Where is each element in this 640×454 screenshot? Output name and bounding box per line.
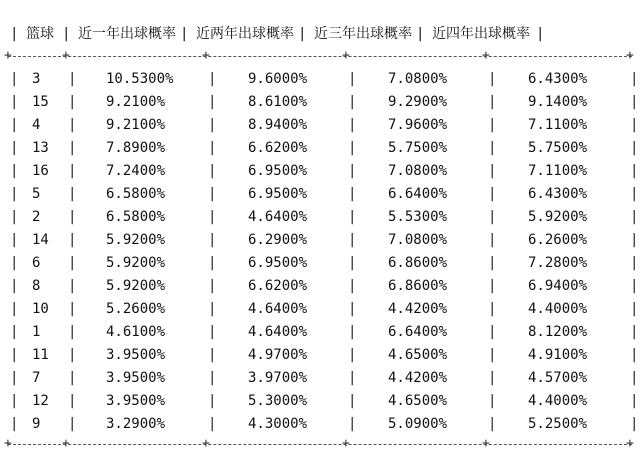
row-pipe: | (10, 117, 19, 133)
row-pipe: | (68, 117, 77, 133)
table-row (0, 206, 640, 229)
row-pipe: | (630, 232, 639, 248)
cell-three-year-rate: 7.0800% (388, 71, 448, 87)
row-pipe: | (208, 347, 217, 363)
row-pipe: | (208, 186, 217, 202)
header-basketball: 篮球 (26, 26, 54, 42)
row-pipe: | (488, 140, 497, 156)
row-pipe: | (488, 301, 497, 317)
row-pipe: | (208, 370, 217, 386)
row-pipe: | (10, 163, 19, 179)
cell-one-year-rate: 5.9200% (106, 255, 166, 271)
cell-ball-number: 14 (32, 232, 49, 248)
row-pipe: | (630, 71, 639, 87)
row-pipe: | (10, 94, 19, 110)
cell-two-year-rate: 6.6200% (248, 140, 308, 156)
cell-two-year-rate: 6.9500% (248, 255, 308, 271)
cell-four-year-rate: 6.4300% (528, 186, 588, 202)
cell-one-year-rate: 9.2100% (106, 117, 166, 133)
cell-four-year-rate: 6.2600% (528, 232, 588, 248)
row-pipe: | (10, 140, 19, 156)
row-pipe: | (348, 71, 357, 87)
cell-two-year-rate: 8.6100% (248, 94, 308, 110)
row-pipe: | (348, 393, 357, 409)
cell-four-year-rate: 7.2800% (528, 255, 588, 271)
header-pipe: | (536, 26, 545, 42)
row-pipe: | (488, 163, 497, 179)
cell-three-year-rate: 6.8600% (388, 255, 448, 271)
cell-three-year-rate: 4.6500% (388, 347, 448, 363)
row-pipe: | (488, 324, 497, 340)
cell-two-year-rate: 6.2900% (248, 232, 308, 248)
cell-ball-number: 12 (32, 393, 49, 409)
separator-corner: + (202, 48, 210, 63)
row-pipe: | (348, 232, 357, 248)
row-pipe: | (68, 232, 77, 248)
separator-corner: + (62, 436, 70, 451)
cell-three-year-rate: 4.6500% (388, 393, 448, 409)
row-pipe: | (630, 347, 639, 363)
table-row (0, 68, 640, 91)
row-pipe: | (68, 370, 77, 386)
cell-four-year-rate: 6.4300% (528, 71, 588, 87)
row-pipe: | (68, 324, 77, 340)
cell-three-year-rate: 5.7500% (388, 140, 448, 156)
separator-corner: + (626, 48, 634, 63)
cell-ball-number: 5 (32, 186, 41, 202)
cell-two-year-rate: 6.9500% (248, 186, 308, 202)
row-pipe: | (488, 94, 497, 110)
cell-one-year-rate: 4.6100% (106, 324, 166, 340)
row-pipe: | (208, 255, 217, 271)
row-pipe: | (348, 255, 357, 271)
cell-two-year-rate: 4.6400% (248, 301, 308, 317)
header-pipe: | (298, 26, 307, 42)
row-pipe: | (208, 278, 217, 294)
table-row (0, 275, 640, 298)
cell-one-year-rate: 3.9500% (106, 370, 166, 386)
cell-one-year-rate: 6.5800% (106, 186, 166, 202)
table-separator-top (4, 48, 634, 63)
cell-ball-number: 6 (32, 255, 41, 271)
row-pipe: | (488, 255, 497, 271)
row-pipe: | (630, 117, 639, 133)
cell-ball-number: 10 (32, 301, 49, 317)
table-row (0, 229, 640, 252)
table-row (0, 390, 640, 413)
row-pipe: | (10, 301, 19, 317)
cell-four-year-rate: 4.4000% (528, 301, 588, 317)
row-pipe: | (488, 278, 497, 294)
separator-corner: + (4, 48, 12, 63)
row-pipe: | (348, 324, 357, 340)
cell-two-year-rate: 6.6200% (248, 278, 308, 294)
row-pipe: | (488, 186, 497, 202)
cell-two-year-rate: 9.6000% (248, 71, 308, 87)
row-pipe: | (348, 301, 357, 317)
row-pipe: | (68, 163, 77, 179)
cell-two-year-rate: 4.6400% (248, 209, 308, 225)
table-row (0, 91, 640, 114)
cell-ball-number: 2 (32, 209, 41, 225)
row-pipe: | (10, 370, 19, 386)
cell-four-year-rate: 5.9200% (528, 209, 588, 225)
cell-ball-number: 15 (32, 94, 49, 110)
separator-corner: + (4, 436, 12, 451)
cell-ball-number: 9 (32, 416, 41, 432)
cell-four-year-rate: 5.7500% (528, 140, 588, 156)
cell-three-year-rate: 6.8600% (388, 278, 448, 294)
table-row (0, 137, 640, 160)
cell-three-year-rate: 5.5300% (388, 209, 448, 225)
row-pipe: | (10, 209, 19, 225)
row-pipe: | (10, 278, 19, 294)
row-pipe: | (630, 209, 639, 225)
row-pipe: | (348, 209, 357, 225)
row-pipe: | (208, 94, 217, 110)
separator-corner: + (62, 48, 70, 63)
cell-three-year-rate: 6.6400% (388, 186, 448, 202)
cell-one-year-rate: 10.5300% (106, 71, 174, 87)
cell-one-year-rate: 7.8900% (106, 140, 166, 156)
cell-one-year-rate: 3.2900% (106, 416, 166, 432)
row-pipe: | (630, 186, 639, 202)
separator-corner: + (482, 436, 490, 451)
cell-ball-number: 16 (32, 163, 49, 179)
row-pipe: | (68, 71, 77, 87)
table-separator-bottom (4, 436, 634, 451)
row-pipe: | (68, 186, 77, 202)
row-pipe: | (68, 209, 77, 225)
row-pipe: | (208, 324, 217, 340)
header-pipe: | (180, 26, 189, 42)
row-pipe: | (10, 232, 19, 248)
row-pipe: | (68, 140, 77, 156)
table-row (0, 344, 640, 367)
row-pipe: | (630, 370, 639, 386)
cell-one-year-rate: 3.9500% (106, 393, 166, 409)
row-pipe: | (630, 393, 639, 409)
cell-one-year-rate: 9.2100% (106, 94, 166, 110)
table-row (0, 183, 640, 206)
cell-three-year-rate: 7.0800% (388, 163, 448, 179)
row-pipe: | (348, 117, 357, 133)
cell-one-year-rate: 3.9500% (106, 347, 166, 363)
row-pipe: | (10, 255, 19, 271)
cell-two-year-rate: 6.9500% (248, 163, 308, 179)
cell-one-year-rate: 5.9200% (106, 232, 166, 248)
cell-four-year-rate: 5.2500% (528, 416, 588, 432)
table-header (0, 22, 640, 46)
cell-four-year-rate: 4.9100% (528, 347, 588, 363)
cell-four-year-rate: 8.1200% (528, 324, 588, 340)
row-pipe: | (68, 278, 77, 294)
header-four-years: 近四年出球概率 (432, 26, 530, 42)
row-pipe: | (208, 163, 217, 179)
cell-four-year-rate: 4.5700% (528, 370, 588, 386)
cell-two-year-rate: 3.9700% (248, 370, 308, 386)
header-pipe: | (62, 26, 71, 42)
cell-three-year-rate: 7.9600% (388, 117, 448, 133)
separator-corner: + (202, 436, 210, 451)
row-pipe: | (488, 209, 497, 225)
header-one-year: 近一年出球概率 (78, 26, 176, 42)
cell-four-year-rate: 6.9400% (528, 278, 588, 294)
row-pipe: | (208, 416, 217, 432)
cell-two-year-rate: 4.3000% (248, 416, 308, 432)
row-pipe: | (630, 301, 639, 317)
row-pipe: | (488, 71, 497, 87)
separator-corner: + (482, 48, 490, 63)
row-pipe: | (10, 71, 19, 87)
row-pipe: | (630, 278, 639, 294)
row-pipe: | (348, 347, 357, 363)
row-pipe: | (208, 117, 217, 133)
table-row (0, 298, 640, 321)
cell-three-year-rate: 9.2900% (388, 94, 448, 110)
row-pipe: | (630, 94, 639, 110)
table-row (0, 367, 640, 390)
row-pipe: | (348, 416, 357, 432)
cell-ball-number: 13 (32, 140, 49, 156)
table-row (0, 321, 640, 344)
row-pipe: | (208, 393, 217, 409)
row-pipe: | (488, 117, 497, 133)
cell-two-year-rate: 4.9700% (248, 347, 308, 363)
table-row (0, 252, 640, 275)
cell-four-year-rate: 4.4000% (528, 393, 588, 409)
cell-ball-number: 1 (32, 324, 41, 340)
cell-three-year-rate: 4.4200% (388, 301, 448, 317)
row-pipe: | (10, 324, 19, 340)
cell-three-year-rate: 4.4200% (388, 370, 448, 386)
cell-one-year-rate: 5.9200% (106, 278, 166, 294)
row-pipe: | (488, 347, 497, 363)
separator-corner: + (342, 48, 350, 63)
cell-one-year-rate: 5.2600% (106, 301, 166, 317)
cell-three-year-rate: 5.0900% (388, 416, 448, 432)
header-two-years: 近两年出球概率 (196, 26, 294, 42)
row-pipe: | (208, 301, 217, 317)
header-pipe: | (10, 26, 19, 42)
row-pipe: | (630, 255, 639, 271)
cell-four-year-rate: 7.1100% (528, 117, 588, 133)
row-pipe: | (488, 370, 497, 386)
row-pipe: | (488, 393, 497, 409)
row-pipe: | (630, 324, 639, 340)
table-row (0, 114, 640, 137)
row-pipe: | (488, 416, 497, 432)
row-pipe: | (208, 71, 217, 87)
row-pipe: | (68, 255, 77, 271)
cell-two-year-rate: 8.9400% (248, 117, 308, 133)
row-pipe: | (348, 94, 357, 110)
row-pipe: | (68, 301, 77, 317)
row-pipe: | (488, 232, 497, 248)
cell-ball-number: 11 (32, 347, 49, 363)
header-pipe: | (416, 26, 425, 42)
row-pipe: | (348, 140, 357, 156)
row-pipe: | (68, 94, 77, 110)
row-pipe: | (10, 186, 19, 202)
row-pipe: | (68, 416, 77, 432)
cell-ball-number: 4 (32, 117, 41, 133)
row-pipe: | (630, 163, 639, 179)
cell-one-year-rate: 6.5800% (106, 209, 166, 225)
row-pipe: | (68, 393, 77, 409)
row-pipe: | (10, 393, 19, 409)
separator-corner: + (626, 436, 634, 451)
row-pipe: | (208, 140, 217, 156)
row-pipe: | (208, 209, 217, 225)
cell-two-year-rate: 5.3000% (248, 393, 308, 409)
row-pipe: | (10, 416, 19, 432)
row-pipe: | (208, 232, 217, 248)
header-three-years: 近三年出球概率 (314, 26, 412, 42)
cell-three-year-rate: 6.6400% (388, 324, 448, 340)
cell-ball-number: 7 (32, 370, 41, 386)
separator-corner: + (342, 436, 350, 451)
cell-one-year-rate: 7.2400% (106, 163, 166, 179)
row-pipe: | (348, 186, 357, 202)
cell-two-year-rate: 4.6400% (248, 324, 308, 340)
table-row (0, 413, 640, 436)
table-row (0, 160, 640, 183)
cell-ball-number: 3 (32, 71, 41, 87)
row-pipe: | (10, 347, 19, 363)
row-pipe: | (348, 370, 357, 386)
row-pipe: | (348, 278, 357, 294)
row-pipe: | (68, 347, 77, 363)
cell-four-year-rate: 7.1100% (528, 163, 588, 179)
cell-four-year-rate: 9.1400% (528, 94, 588, 110)
row-pipe: | (348, 163, 357, 179)
row-pipe: | (630, 416, 639, 432)
cell-three-year-rate: 7.0800% (388, 232, 448, 248)
cell-ball-number: 8 (32, 278, 41, 294)
row-pipe: | (630, 140, 639, 156)
